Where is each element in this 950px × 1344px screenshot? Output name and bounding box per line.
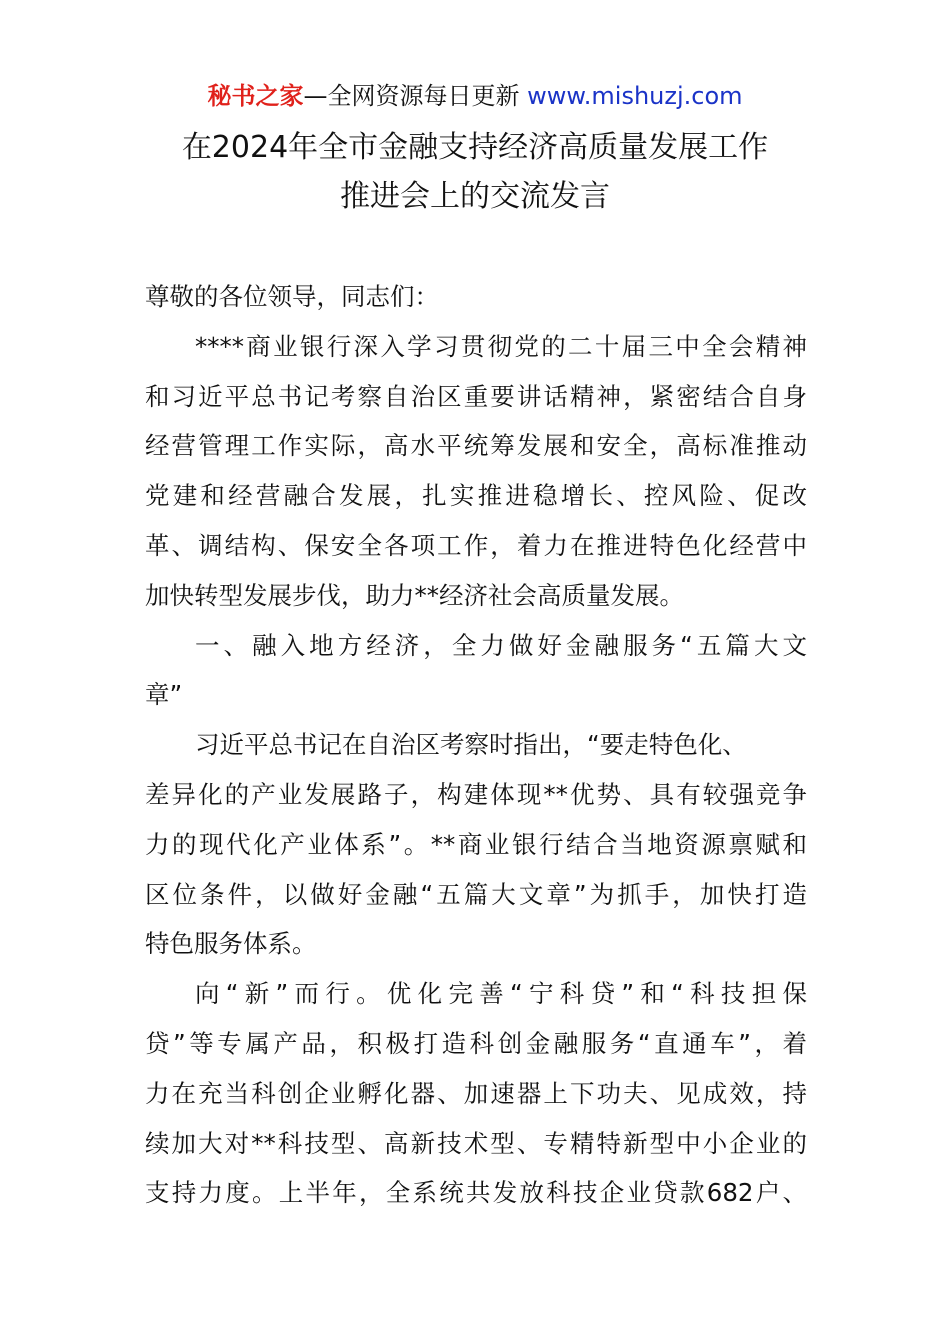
body-line: 加快转型发展步伐，助力**经济社会高质量发展。 xyxy=(145,580,684,610)
banner-brand: 秘书之家 xyxy=(207,82,304,110)
body-line: 革、调结构、保安全各项工作，着力在推进特色化经营中 xyxy=(145,530,807,560)
body-line: 特色服务体系。 xyxy=(145,929,317,959)
body-line: 党建和经营融合发展，扎实推进稳增长、控风险、促改 xyxy=(145,481,807,511)
body-line: 差异化的产业发展路子，构建体现**优势、具有较强竞争 xyxy=(145,779,807,809)
body-line: 支持力度。上半年，全系统共发放科技企业贷款682户、 xyxy=(145,1178,807,1208)
document-title-line-2: 推进会上的交流发言 xyxy=(340,179,610,214)
banner-tagline: —全网资源每日更新 xyxy=(303,82,520,110)
body-line: 续加大对**科技型、高新技术型、专精特新型中小企业的 xyxy=(145,1128,807,1158)
body-line: ****商业银行深入学习贯彻党的二十届三中全会精神 xyxy=(195,331,807,361)
section-heading-line: 章” xyxy=(145,680,183,710)
body-line: 习近平总书记在自治区考察时指出，“要走特色化、 xyxy=(195,730,747,760)
body-line: 贷”等专属产品，积极打造科创金融服务“直通车”，着 xyxy=(145,1028,807,1058)
body-line: 经营管理工作实际，高水平统筹发展和安全，高标准推动 xyxy=(145,431,807,461)
body-line: 力在充当科创企业孵化器、加速器上下功夫、见成效，持 xyxy=(145,1078,807,1108)
body-line: 力的现代化产业体系”。**商业银行结合当地资源禀赋和 xyxy=(145,829,807,859)
body-line: 和习近平总书记考察自治区重要讲话精神，紧密结合自身 xyxy=(145,381,807,411)
document-title-line-1: 在2024年全市金融支持经济高质量发展工作 xyxy=(181,130,769,165)
body-line: 区位条件，以做好金融“五篇大文章”为抓手，加快打造 xyxy=(145,879,807,909)
document-body xyxy=(145,277,807,1223)
section-heading-line: 一、融入地方经济，全力做好金融服务“五篇大文 xyxy=(195,630,807,660)
body-line: 向“新”而行。优化完善“宁科贷”和“科技担保 xyxy=(195,979,807,1009)
salutation-line: 尊敬的各位领导，同志们： xyxy=(145,282,439,311)
site-banner xyxy=(0,80,950,112)
banner-url-link[interactable]: www.mishuzj.com xyxy=(527,82,743,110)
